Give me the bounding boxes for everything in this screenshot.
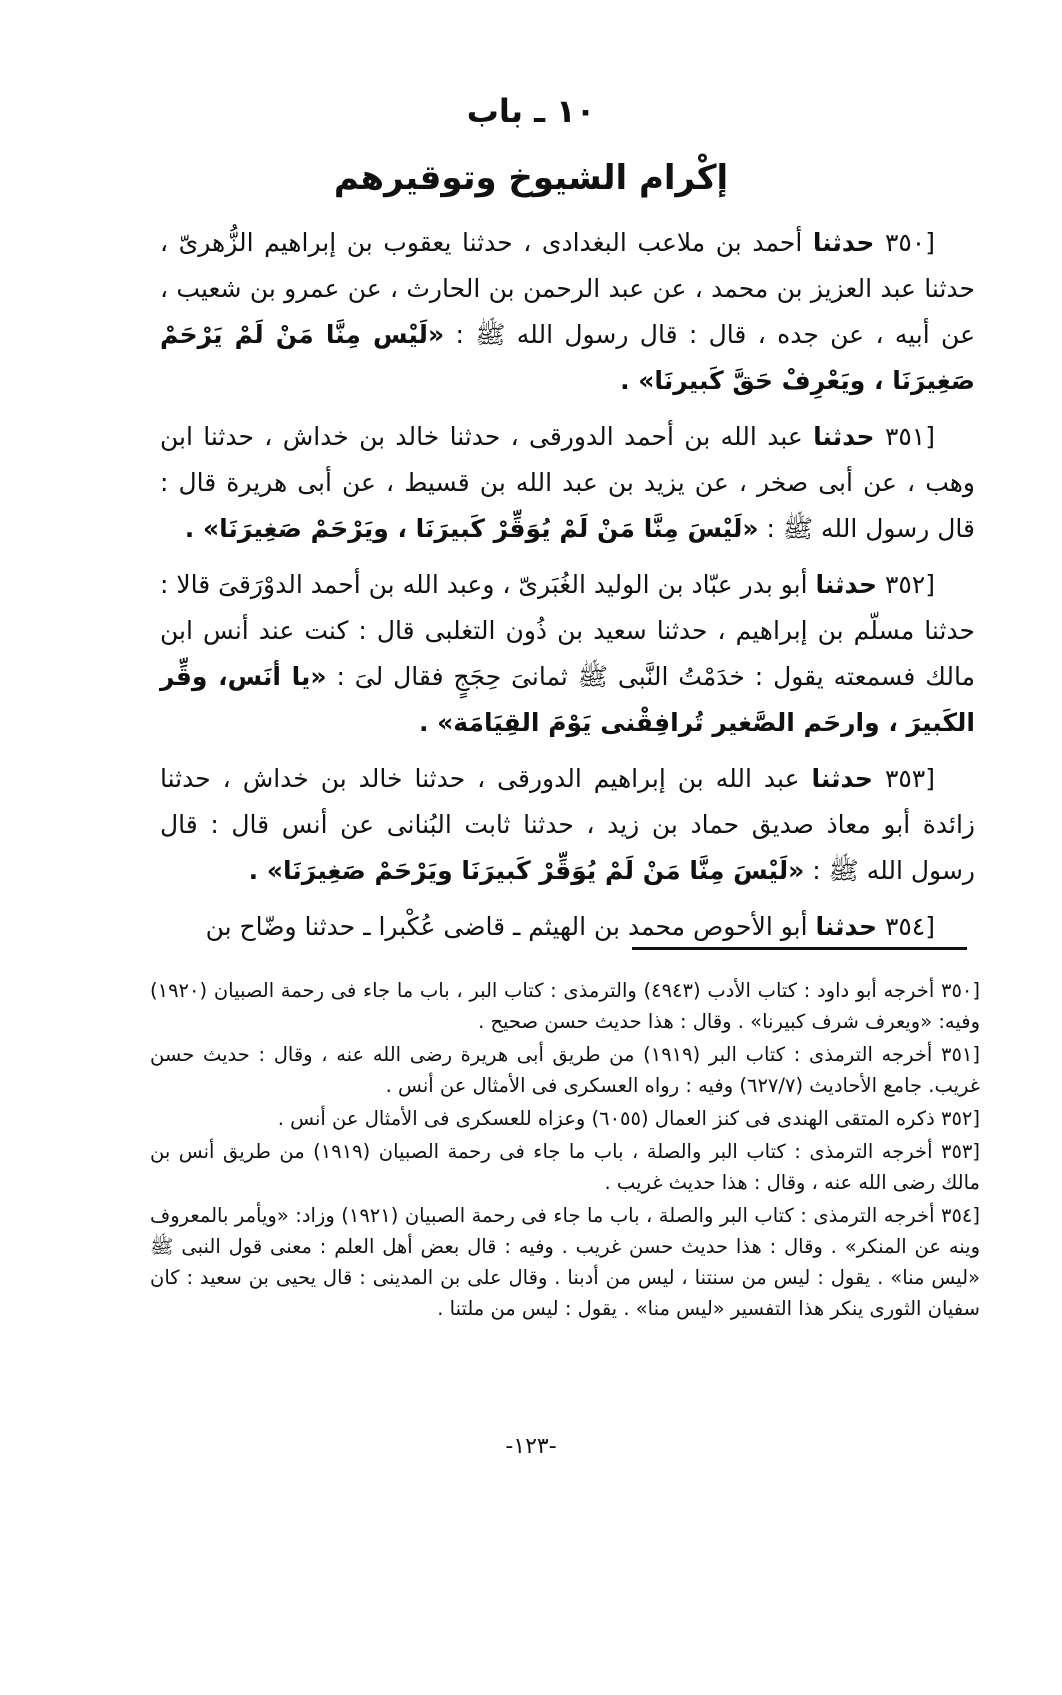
hadith-chain: أحمد بن ملاعب البغدادى ، حدثنا يعقوب بن إبراهيم الزُّهرىّ ، حدثنا عبد العزيز بن محمد ، عن عبد الرحمن بن الحارث ، عن عمرو بن شعيب ، عن أبيه ، عن جده ، قال : قال رسول الله ﷺ :	[160, 228, 976, 349]
footnote-number: [٣٥٤	[940, 1204, 981, 1227]
footnote-353	[150, 1136, 980, 1198]
hadith-number: [٣٥٠	[884, 228, 936, 257]
footnote-352	[150, 1103, 980, 1134]
footnote-text: ذكره المتقى الهندى فى كنز العمال (٦٠٥٥) وعزاه للعسكرى فى الأمثال عن أنس .	[277, 1107, 935, 1130]
hadith-352	[160, 562, 975, 746]
hadith-chain: أبو الأحوص محمد بن الهيثم ـ قاضى عُكْبرا ـ حدثنا وضّاح بن	[205, 912, 808, 941]
hadith-opener: حدثنا	[815, 570, 877, 599]
hadith-number: [٣٥٣	[884, 764, 936, 793]
footnote-text: أخرجه أبو داود : كتاب الأدب (٤٩٤٣) والترمذى : كتاب البر ، باب ما جاء فى رحمة الصبيان (١٩٢٠) وفيه: «ويعرف شرف كبيرنا» . وقال : هذا حديث حسن صحيح .	[150, 979, 980, 1033]
page-number: -١٢٣-	[505, 1434, 557, 1459]
hadith-quote: «لَيْس مِنَّا مَنْ لَمْ يَرْحَمْ صَغِيرَنَا ، ويَعْرِفْ حَقَّ كَبيرنَا» .	[160, 320, 975, 395]
hadith-quote: «لَيْسَ مِنَّا مَنْ لَمْ يُوَقِّرْ كَبيرَنَا ، ويَرْحَمْ صَغِيرَنَا» .	[184, 514, 759, 543]
hadith-number: [٣٥٤	[884, 912, 935, 941]
hadith-quote: «لَيْسَ مِنَّا مَنْ لَمْ يُوَقِّرْ كَبيرَنَا ويَرْحَمْ صَغِيرَنَا» .	[248, 856, 805, 885]
hadith-quote: «يا أنَس، وقِّر الكَبيرَ ، وارحَم الصَّغير تُرافِقْنى يَوْمَ القِيَامَة» .	[160, 662, 975, 737]
hadith-chain: أبو بدر عبّاد بن الوليد الغُبَرىّ ، وعبد الله بن أحمد الدوْرَقىَ قالا : حدثنا مسلّم بن إبراهيم ، حدثنا سعيد بن ذُون التغلبى قال : كنت عند أنس ابن مالك فسمعته يقول : خدَمْتُ النَّبى ﷺ ثمانىَ حِجَجٍ فقال لىَ :	[160, 570, 975, 691]
hadith-chain: عبد الله بن أحمد الدورقى ، حدثنا خالد بن خداش ، حدثنا ابن وهب ، عن أبى صخر ، عن يزيد بن عبد الله بن قسيط ، عن أبى هريرة قال : قال رسول الله ﷺ :	[160, 422, 975, 543]
footnote-number: [٣٥٣	[940, 1140, 980, 1163]
hadith-351	[160, 414, 975, 552]
hadith-opener: حدثنا	[811, 764, 873, 793]
footnote-text: أخرجه الترمذى : كتاب البر والصلة ، باب ما جاء فى رحمة الصبيان (١٩٢١) وزاد: «ويأمر بالمعروف وينه عن المنكر» . وقال : هذا حديث حسن غريب . وفيه : قال بعض أهل العلم : معنى قول النبى ﷺ «ليس منا» . يقول : ليس من سنتنا ، ليس من أدبنا . وقال على بن المدينى : قال يحيى بن سعيد : كان سفيان الثورى ينكر هذا التفسير «ليس منا» . يقول : ليس من ملتنا .	[150, 1204, 980, 1320]
footnote-number: [٣٥٢	[940, 1107, 980, 1130]
footnote-text: أخرجه الترمذى : كتاب البر والصلة ، باب ما جاء فى رحمة الصبيان (١٩١٩) من طريق أنس بن مالك رضى الله عنه ، وقال : هذا حديث غريب .	[150, 1140, 980, 1194]
chapter-number: ١٠ ـ باب	[466, 92, 596, 130]
footnote-number: [٣٥١	[940, 1043, 980, 1066]
footnotes	[150, 975, 980, 1326]
hadith-353	[160, 756, 975, 894]
hadith-opener: حدثنا	[812, 228, 875, 257]
hadith-350	[160, 220, 975, 404]
chapter-title: إكْرام الشيوخ وتوقيرهم	[333, 158, 729, 198]
footnote-350	[150, 975, 980, 1037]
hadith-number: [٣٥٢	[884, 570, 935, 599]
footnote-351	[150, 1039, 980, 1101]
hadith-354	[160, 904, 975, 950]
footnote-separator	[632, 947, 967, 950]
footnote-text: أخرجه الترمذى : كتاب البر (١٩١٩) من طريق أبى هريرة رضى الله عنه ، وقال : حديث حسن غريب. جامع الأحاديث (٦٢٧/٧) وفيه : رواه العسكرى فى الأمثال عن أنس .	[150, 1043, 980, 1097]
hadith-number: [٣٥١	[884, 422, 935, 451]
hadith-opener: حدثنا	[813, 422, 875, 451]
footnote-number: [٣٥٠	[940, 979, 980, 1002]
footnote-354	[150, 1200, 980, 1324]
hadith-body	[160, 220, 975, 960]
hadith-chain: عبد الله بن إبراهيم الدورقى ، حدثنا خالد بن خداش ، حدثنا زائدة أبو معاذ صديق حماد بن زيد ، حدثنا ثابت البُنانى عن أنس قال : قال رسول الله ﷺ :	[160, 764, 975, 885]
hadith-opener: حدثنا	[815, 912, 877, 941]
